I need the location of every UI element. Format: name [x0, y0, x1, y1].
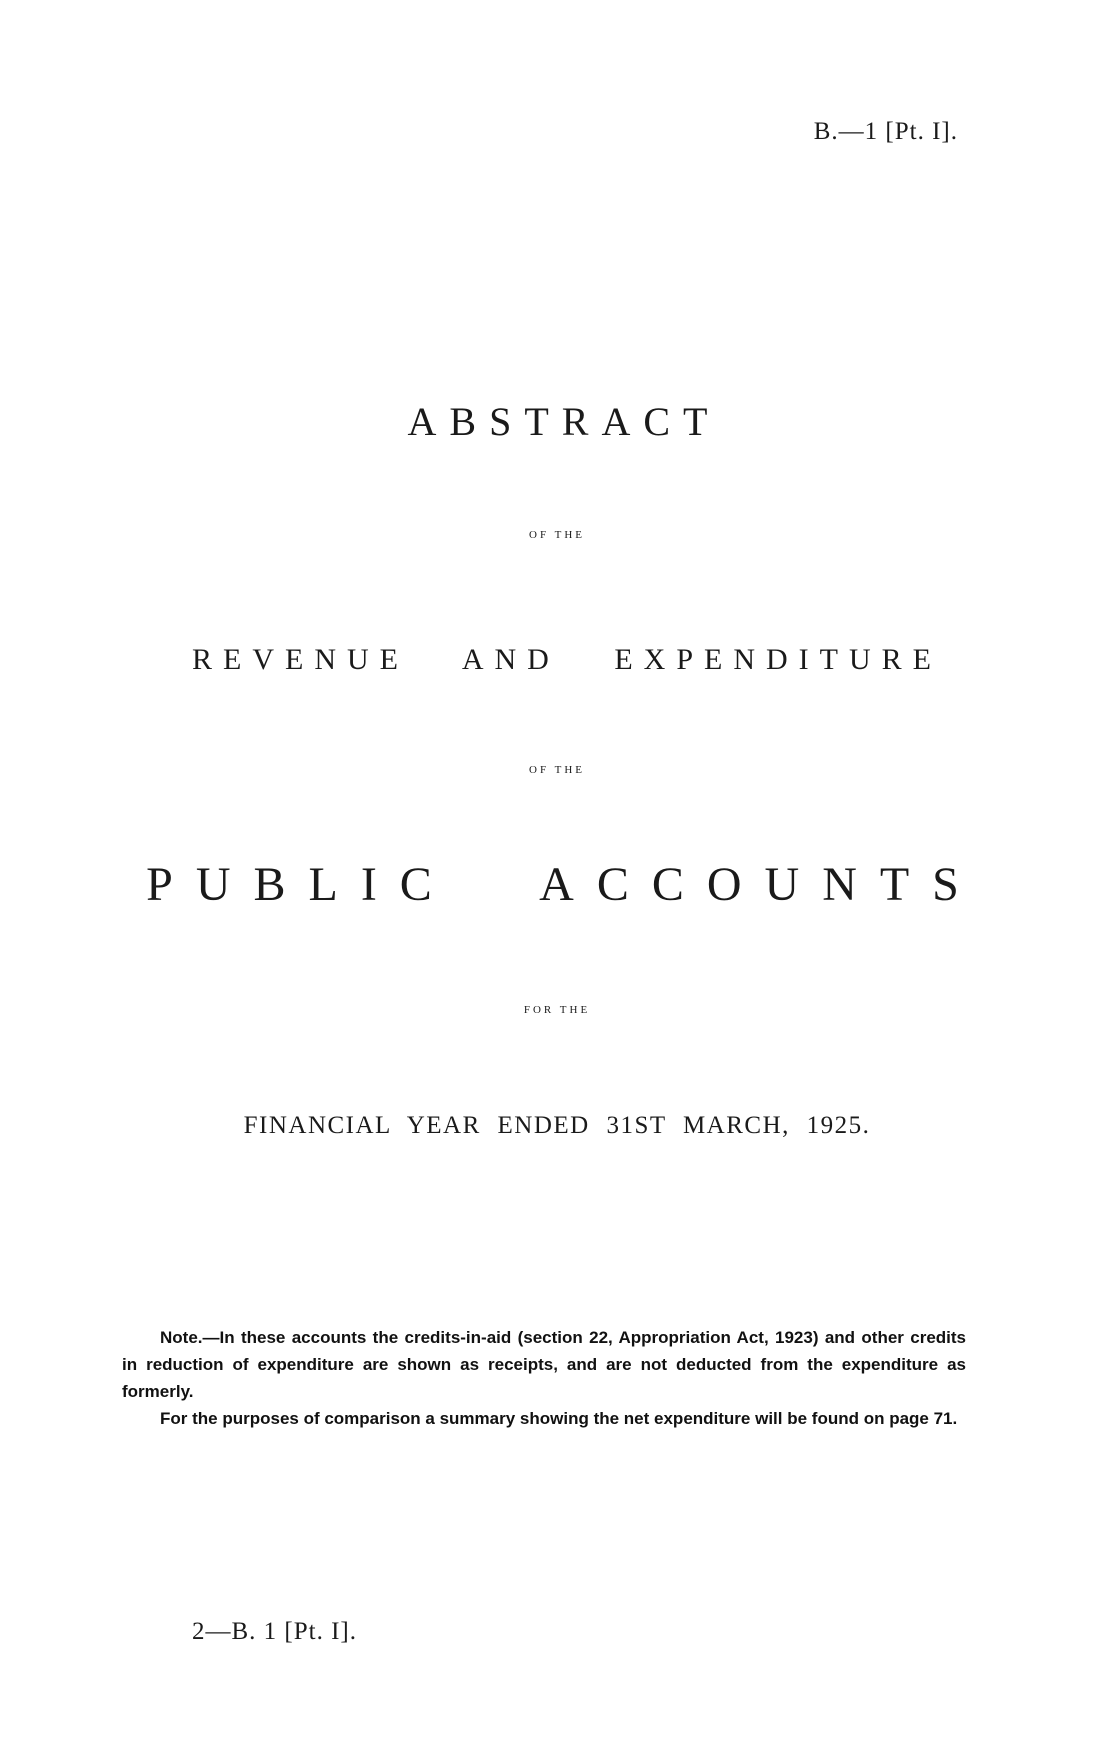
- connector-for-the: FOR THE: [523, 1004, 591, 1016]
- accounts-heading: PUBLIC ACCOUNTS: [146, 858, 982, 911]
- subject-heading: REVENUE AND EXPENDITURE: [192, 643, 942, 676]
- page-reference-top: B.—1 [Pt. I].: [813, 118, 958, 145]
- note-paragraph-2: For the purposes of comparison a summary showing the net expenditure will be found on page 71.: [160, 1409, 958, 1428]
- note-block: [122, 1324, 966, 1432]
- connector-of-the-2: OF THE: [529, 764, 585, 776]
- financial-year-line: FINANCIAL YEAR ENDED 31ST MARCH, 1925.: [243, 1112, 871, 1139]
- connector-of-the-1: OF THE: [529, 529, 585, 541]
- page-reference-bottom: 2—B. 1 [Pt. I].: [192, 1618, 357, 1645]
- document-title: ABSTRACT: [407, 399, 721, 444]
- note-paragraph-1: Note.—In these accounts the credits-in-aid (section 22, Appropriation Act, 1923) and other credits in reduction of expenditure are shown as receipts, and are not deducted from the expenditure as formerly.: [122, 1328, 966, 1401]
